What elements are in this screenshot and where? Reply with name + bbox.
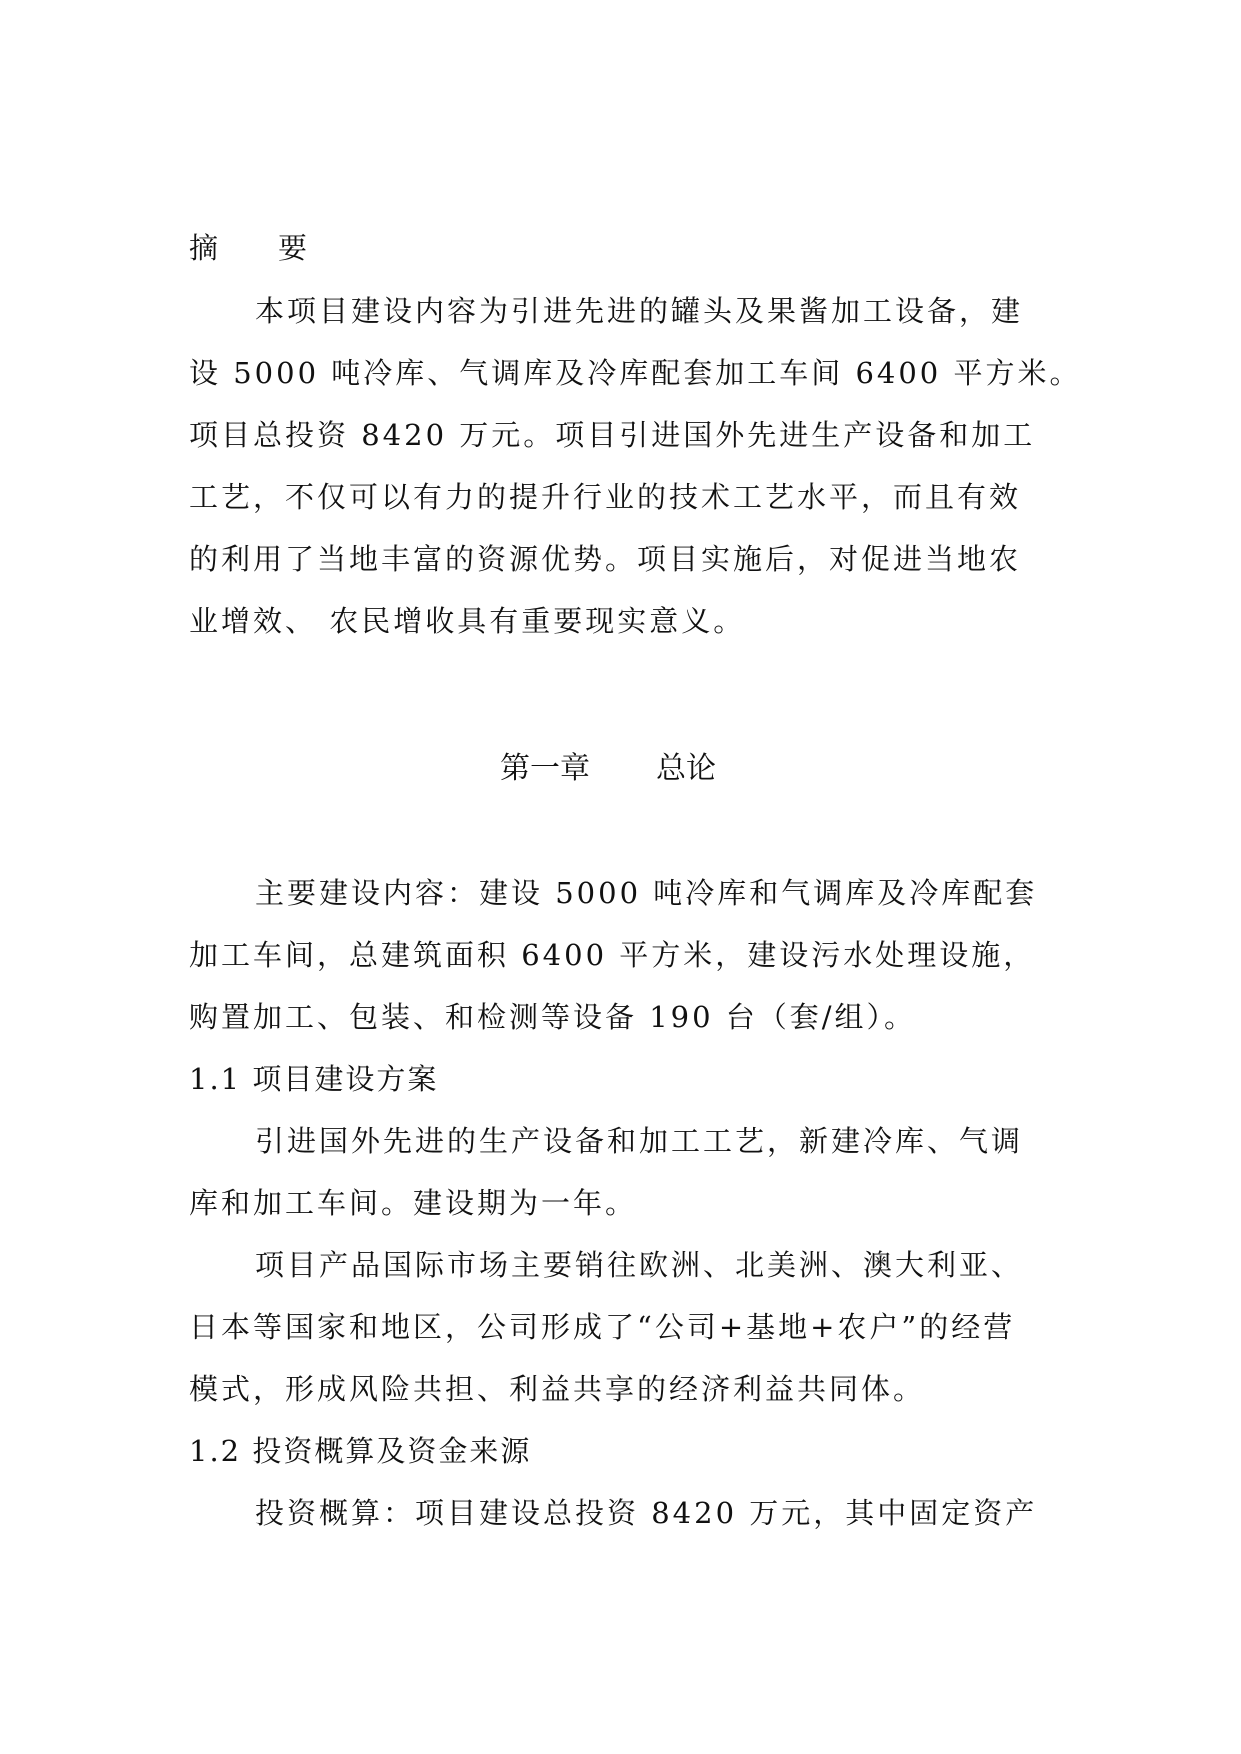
abstract-line: 项目总投资 8420 万元。项目引进国外先进生产设备和加工 — [189, 418, 1036, 452]
section-1-1-line: 引进国外先进的生产设备和加工工艺，新建冷库、气调 — [255, 1124, 1024, 1158]
main-content-line: 加工车间，总建筑面积 6400 平方米，建设污水处理设施， — [189, 938, 1036, 972]
abstract-title-part1: 摘 — [189, 231, 219, 265]
section-1-1-line: 日本等国家和地区，公司形成了“公司+基地+农户”的经营 — [189, 1310, 1016, 1344]
abstract-title — [189, 228, 1059, 268]
abstract-line: 本项目建设内容为引进先进的罐头及果酱加工设备，建 — [255, 294, 1024, 328]
main-content-line: 购置加工、包装、和检测等设备 190 台（套/组）。 — [189, 1000, 917, 1034]
section-1-2-line: 投资概算：项目建设总投资 8420 万元，其中固定资产 — [255, 1496, 1038, 1530]
section-1-1-line: 项目产品国际市场主要销往欧洲、北美洲、澳大利亚、 — [255, 1248, 1024, 1282]
chapter-name: 总论 — [656, 751, 716, 786]
abstract-line: 的利用了当地丰富的资源优势。项目实施后，对促进当地农 — [189, 542, 1022, 576]
section-heading-1-2: 1.2 投资概算及资金来源 — [189, 1434, 532, 1468]
chapter-number: 第一章 — [500, 751, 590, 786]
main-content-line: 主要建设内容：建设 5000 吨冷库和气调库及冷库配套 — [255, 876, 1038, 910]
section-heading-1-1: 1.1 项目建设方案 — [189, 1062, 439, 1096]
chapter-title — [500, 749, 716, 789]
abstract-line: 设 5000 吨冷库、气调库及冷库配套加工车间 6400 平方米。 — [189, 356, 1082, 390]
section-1-1-line: 库和加工车间。建设期为一年。 — [189, 1186, 638, 1220]
section-1-1-line: 模式，形成风险共担、利益共享的经济利益共同体。 — [189, 1372, 926, 1406]
abstract-line: 工艺，不仅可以有力的提升行业的技术工艺水平，而且有效 — [189, 480, 1022, 514]
abstract-line: 业增效、 农民增收具有重要现实意义。 — [189, 604, 746, 638]
abstract-title-part2: 要 — [278, 231, 308, 265]
